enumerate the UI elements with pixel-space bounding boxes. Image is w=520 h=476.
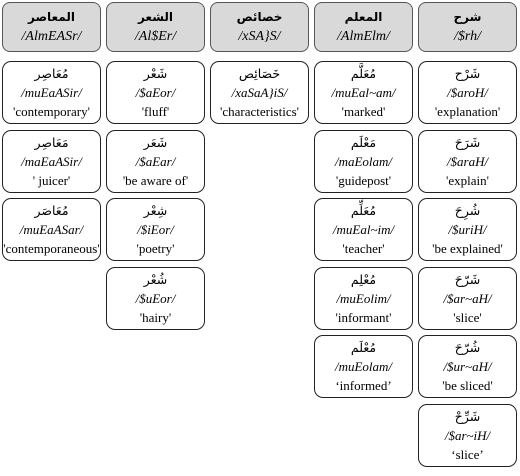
card-arabic: مُعْلِم [350,271,377,287]
word-card [418,198,517,261]
word-card [314,335,413,398]
header-arabic: المعلم [344,10,383,24]
word-card [2,61,101,124]
card-arabic: شَرْح [454,66,481,81]
column-header-muasir [2,2,101,52]
word-card [210,61,309,124]
card-gloss: 'contemporary' [13,104,90,119]
card-arabic: مُعَاصَر [34,203,69,218]
card-transliteration: /$araH/ [446,153,489,169]
card-transliteration: /$ar~iH/ [444,427,491,443]
word-card [314,61,413,124]
card-transliteration: /$ar~aH/ [443,290,492,306]
header-transliteration: /xSA}S/ [238,29,281,44]
card-arabic: مُعَاصِر [34,66,69,81]
card-transliteration: /$uriH/ [448,222,487,237]
card-transliteration: /muEal~im/ [332,222,395,237]
card-arabic: شِعْر [143,203,168,218]
word-card [106,130,205,193]
card-arabic: مَعَاصِر [34,134,69,150]
card-transliteration: /xaSaA}iS/ [231,85,288,100]
word-card [2,130,101,193]
card-transliteration: /muEal~am/ [331,85,396,100]
card-transliteration: /$iEor/ [137,222,174,237]
card-gloss: ' juicer' [32,172,71,188]
word-card [106,267,205,330]
column-header-khasais [210,2,309,52]
card-transliteration: /muEaASir/ [21,85,82,100]
card-transliteration: /$ur~aH/ [443,359,492,374]
card-gloss: 'marked' [341,104,386,119]
column-header-sharh [418,2,517,52]
card-transliteration: /maEaASir/ [21,153,82,169]
card-transliteration: /$aEor/ [135,85,176,100]
card-transliteration: /$aEar/ [135,153,176,169]
word-card [418,267,517,330]
header-arabic: الشعر [137,10,174,24]
word-card [314,267,413,330]
word-card [2,198,101,261]
card-arabic: خَصَائِص [238,66,281,81]
word-card [314,130,413,193]
card-gloss: ‘informed’ [335,378,392,393]
card-arabic: شَرّحَ [454,271,481,287]
card-gloss: 'hairy' [139,309,172,325]
card-gloss: 'be explained' [432,241,503,256]
card-gloss: 'teacher' [342,241,385,256]
card-gloss: 'fluff' [141,104,170,119]
card-gloss: 'poetry' [136,241,175,256]
card-gloss: 'contemporaneous' [3,241,100,256]
card-transliteration: /muEolam/ [334,359,393,374]
card-arabic: شَعَر [143,134,168,150]
card-gloss: 'be sliced' [442,378,493,393]
header-transliteration: /AlmEASr/ [21,29,82,44]
word-card [314,198,413,261]
card-transliteration: /muEaASar/ [19,222,84,237]
column-header-mualim [314,2,413,52]
card-arabic: مُعْلَم [350,340,377,355]
header-transliteration: /Al$Er/ [134,29,177,44]
header-transliteration: /AlmElm/ [337,29,390,44]
word-card [106,61,205,124]
card-arabic: شَعْر [143,66,168,81]
card-gloss: 'slice' [453,309,482,325]
word-card [418,130,517,193]
card-gloss: ‘slice’ [451,446,484,462]
word-card [418,404,517,467]
card-arabic: مُعَلِّم [350,203,377,218]
card-arabic: شَرِّحْ [454,408,481,424]
card-arabic: شُرِحَ [454,203,481,218]
card-gloss: 'informant' [335,309,392,325]
column-header-shaar [106,2,205,52]
word-card [106,198,205,261]
header-transliteration: /$rh/ [454,29,481,44]
header-arabic: المعاصر [27,10,75,24]
card-arabic: شُرّحَ [454,340,481,355]
header-arabic: خصائص [236,10,283,24]
card-transliteration: /$aroH/ [447,85,488,100]
card-gloss: 'be aware of' [122,172,189,188]
card-transliteration: /maEolam/ [334,153,393,169]
card-arabic: شُعْر [143,271,168,287]
word-card [418,335,517,398]
header-arabic: شرح [453,10,482,24]
card-gloss: 'explanation' [434,104,501,119]
word-card [418,61,517,124]
card-arabic: مُعَلَّم [350,66,377,81]
card-gloss: 'characteristics' [219,104,300,119]
card-transliteration: /$uEor/ [135,290,176,306]
card-gloss: 'guidepost' [335,172,392,188]
card-gloss: 'explain' [446,172,489,188]
card-arabic: شَرَحَ [454,134,481,150]
card-transliteration: /muEolim/ [336,290,391,306]
card-arabic: مَعْلَم [350,134,377,150]
